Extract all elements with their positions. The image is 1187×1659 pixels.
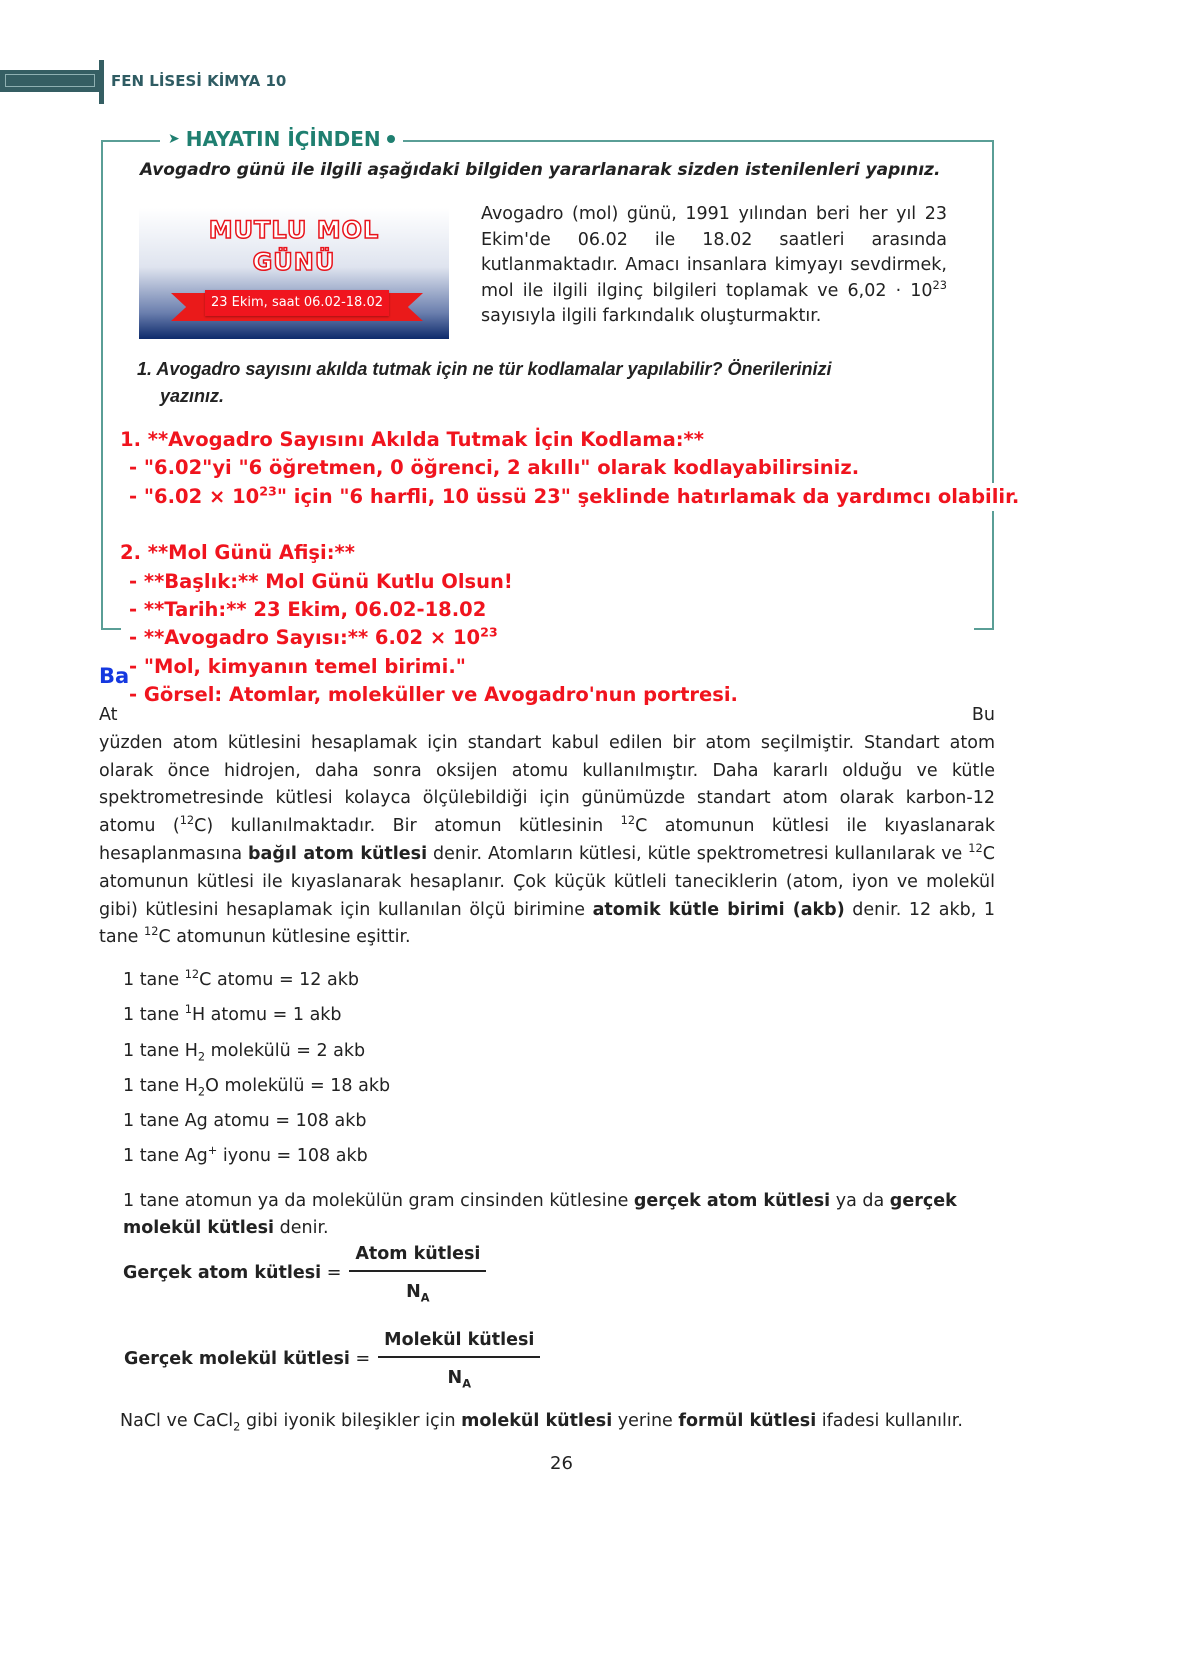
page-number: 26 <box>550 1453 573 1474</box>
header-divider <box>99 60 104 104</box>
section-heading: Ba <box>99 664 130 688</box>
dot-icon <box>387 135 395 143</box>
poster-ribbon-text: 23 Ekim, saat 06.02-18.02 <box>205 290 389 316</box>
box-title <box>160 127 403 151</box>
poster-title: MUTLU MOL GÜNÜ <box>208 216 380 276</box>
book-title: FEN LİSESİ KİMYA 10 <box>111 72 287 90</box>
box-intro: Avogadro günü ile ilgili aşağıdaki bilgiden yararlanarak sizden istenilenleri yapınız. <box>140 160 941 180</box>
real-mass-definition: 1 tane atomun ya da molekülün gram cinsinden kütlesine gerçek atom kütlesi ya da gerçek molekül kütlesi denir. <box>123 1191 957 1238</box>
box-title-text: HAYATIN İÇİNDEN <box>185 127 381 151</box>
section-paragraph: At Bu yüzden atom kütlesini hesaplamak için standart kabul edilen bir atom seçilmiştir. Standart atom olarak önce hidrojen, daha sonra oksijen atomu kullanılmıştır. Daha kararlı olduğu ve kütle spektrometresinde kütlesi kolayca ölçülebildiği için günümüzde standart atom olarak karbon-12 atomu ($^{12}$C) kullanılmaktadır. Bir atomun kütlesinin $^{12}$C atomunun kütlesi ile kıyaslanarak hesaplanmasına bağıl atom kütlesi denir. Atomların kütlesi, kütle spektrometresi kullanılarak ve $^{12}$C atomunun kütlesi ile kıyaslanarak hesaplanır. Çok küçük kütleli taneciklerin (atom, iyon ve molekül gibi) kütlesini hesaplamak için kullanılan ölçü birimine atomik kütle birimi (akb) denir. 12 akb, 1 tane $^{12}$C atomunun kütlesine eşittir. <box>99 705 995 948</box>
list-item: 1 tane Ag atomu = 108 akb <box>123 1111 367 1132</box>
list-item: 1 tane $^1$H atomu = 1 akb <box>123 1002 342 1026</box>
box-corner-left <box>101 628 121 630</box>
header-bar-inner <box>5 74 95 87</box>
arrow-icon: ➤ <box>168 131 180 147</box>
akb-list <box>123 963 390 1175</box>
list-item: 1 tane $H_2$ molekülü = 2 akb <box>123 1040 366 1064</box>
formula-molecule-mass: Gerçek molekül kütlesi = $\frac{\text{Molekül kütlesi}}{N_A}$ <box>124 1330 540 1388</box>
list-item: 1 tane Ag+ iyonu = 108 akb <box>123 1143 368 1167</box>
question-1: 1. Avogadro sayısını akılda tutmak için ne tür kodlamalar yapılabilir? Önerilerinizi yazınız. <box>137 359 832 406</box>
list-item: 1 tane $H_2O$ molekülü = 18 akb <box>123 1075 391 1099</box>
ionic-compound-note: NaCl ve CaCl$_2$ gibi iyonik bileşikler için molekül kütlesi yerine formül kütlesi ifadesi kullanılır. <box>120 1411 963 1434</box>
mol-day-poster <box>139 208 449 339</box>
list-item: 1 tane $^{12}$C atomu = 12 akb <box>123 967 359 990</box>
formula-atom-mass: Gerçek atom kütlesi = $\frac{\text{Atom kütlesi}}{N_A}$ <box>123 1244 486 1302</box>
avogadro-day-text: Avogadro (mol) günü, 1991 yılından beri her yıl 23 Ekim'de 06.02 ile 18.02 saatleri arasında kutlanmaktadır. Amacı insanlara kimyayı sevdirmek, mol ile ilgili ilginç bilgileri toplamak ve $6,02 \cdot 10^{23}$ sayısıyla ilgili farkındalık oluşturmaktır. <box>481 204 947 326</box>
ai-answer-overlay: 1. **Avogadro Sayısını Akılda Tutmak İçin Kodlama:** - "6.02"yi "6 öğretmen, 0 öğrenci, 2 akıllı" olarak kodlayabilirsiniz. - "$6.02 \times 10^{23}$" için "6 harfli, 10 üssü 23" şeklinde hatırlamak da yardımcı olabilir. 2. **Mol Günü Afişi:** - **Başlık:** Mol Günü Kutlu Olsun! - **Tarih:** 23 Ekim, 06.02-18.02 - **Avogadro Sayısı:** $6.02 \times 10^{23}$ - "Mol, kimyanın temel birimi." - Görsel: Atomlar, moleküller ve Avogadro'nun portresi. <box>120 426 990 710</box>
